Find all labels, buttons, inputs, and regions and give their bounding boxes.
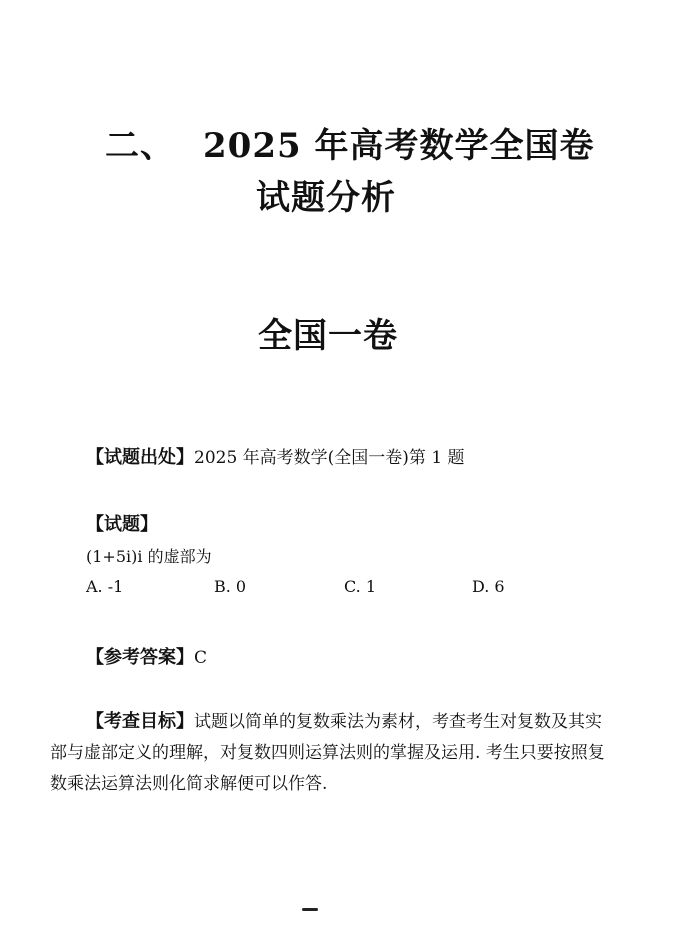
source-label: 【试题出处】 xyxy=(86,447,194,468)
option-a: A. -1 xyxy=(86,577,124,596)
source-text: 2025 年高考数学(全国一卷)第 1 题 xyxy=(194,448,465,468)
paper-name-heading: 全国一卷 xyxy=(258,316,398,356)
question-source xyxy=(86,443,465,469)
target-text: 试题以简单的复数乘法为素材，考查考生对复数及其实部与虚部定义的理解，对复数四则运算法则的掌握及运用. 考生只要按照复数乘法运算法则化简求解便可以作答. xyxy=(50,712,605,794)
option-d: D. 6 xyxy=(472,577,505,596)
page-mark xyxy=(302,908,318,911)
section-title-line2: 试题分析 xyxy=(256,178,396,218)
answer-value: C xyxy=(194,648,208,668)
answer-label: 【参考答案】 xyxy=(86,647,194,668)
target-label: 【考查目标】 xyxy=(86,711,194,732)
section-number: 二、 xyxy=(105,126,175,166)
section-title-text: 2025 年高考数学全国卷 xyxy=(203,126,595,166)
assessment-target xyxy=(50,706,610,800)
option-b: B. 0 xyxy=(214,577,247,596)
question-label: 【试题】 xyxy=(86,514,158,535)
section-title xyxy=(105,118,594,167)
question-stem: (1+5i)i 的虚部为 xyxy=(86,547,212,566)
option-c: C. 1 xyxy=(344,577,377,596)
reference-answer xyxy=(86,643,207,669)
